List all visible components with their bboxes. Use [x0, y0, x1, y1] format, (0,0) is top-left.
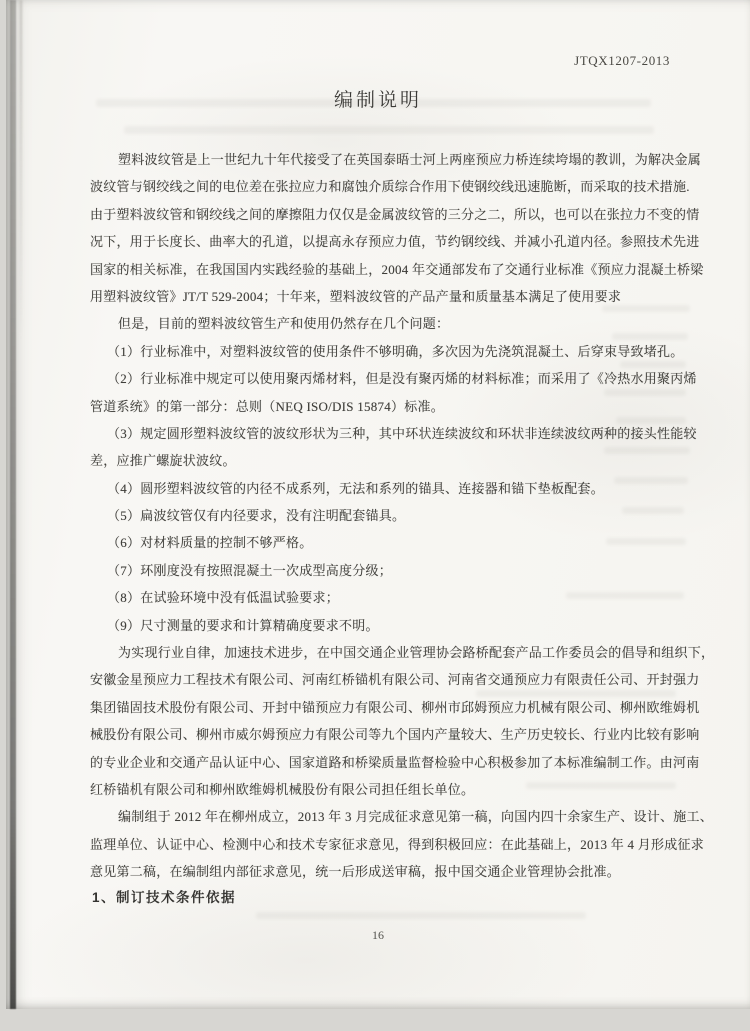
- text-line: （3）规定圆形塑料波纹管的波纹形状为三种，其中环状连续波纹和环状非连续波纹两种的接头性能较: [107, 425, 697, 441]
- text-line: 意见第二稿，在编制组内部征求意见，统一后形成送审稿，报中国交通企业管理协会批准。: [90, 864, 621, 880]
- text-line: 但是，目前的塑料波纹管生产和使用仍然存在几个问题：: [118, 316, 450, 332]
- text-line: （4）圆形塑料波纹管的内径不成系列，无法和系列的锚具、连接器和锚下垫板配套。: [107, 480, 605, 496]
- text-line: 塑料波纹管是上一世纪九十年代接受了在英国泰晤士河上两座预应力桥连续垮塌的教训，为解决金属: [118, 152, 702, 167]
- page-title: 编制说明: [333, 90, 422, 111]
- text-line: 波纹管与钢绞线之间的电位差在张拉应力和腐蚀介质综合作用下使钢绞线迅速脆断，而采取的技术措施.: [90, 179, 690, 195]
- body-text: [90, 146, 715, 886]
- text-line: 械股份有限公司、柳州市威尔姆预应力有限公司等九个国内产量较大、生产历史较长、行业内比较有影响: [90, 727, 700, 743]
- text-line: （2）行业标准中规定可以使用聚丙烯材料，但是没有聚丙烯的材料标准；而采用了《冷热水用聚丙烯: [107, 371, 697, 387]
- page-number: 16: [372, 928, 384, 942]
- text-line: （7）环刚度没有按照混凝土一次成型高度分级；: [107, 562, 393, 578]
- text-line: 由于塑料波纹管和钢绞线之间的摩擦阻力仅仅是金属波纹管的三分之二，所以，也可以在张拉力不变的情: [90, 206, 700, 222]
- text-line: 管道系统》的第一部分：总则（NEQ ISO/DIS 15874）标准。: [90, 398, 444, 414]
- text-line: （9）尺寸测量的要求和计算精确度要求不明。: [107, 617, 379, 633]
- text-line: （6）对材料质量的控制不够严格。: [107, 535, 313, 551]
- bleedthrough-mark: [124, 126, 654, 134]
- text-line: （8）在试验环境中没有低温试验要求；: [107, 590, 340, 606]
- text-line: 差，应推广螺旋状波纹。: [90, 453, 236, 469]
- document-page: [6, 0, 750, 1009]
- text-line: 监理单位、认证中心、检测中心和技术专家征求意见，得到积极回应：在此基础上，2013 年 4 月形成征求: [90, 836, 705, 852]
- document-number: JTQX1207-2013: [574, 53, 670, 68]
- text-line: 编制组于 2012 年在柳州成立，2013 年 3 月完成征求意见第一稿，向国内四十余家生产、设计、施工、: [118, 809, 714, 825]
- text-line: （1）行业标准中，对塑料波纹管的使用条件不够明确，多次因为先浇筑混凝土、后穿束导致堵孔。: [107, 343, 684, 359]
- text-line: 国家的相关标准，在我国国内实践经验的基础上，2004 年交通部发布了交通行业标准《预应力混凝土桥梁: [90, 261, 704, 277]
- text-line: 安徽金星预应力工程技术有限公司、河南红桥锚机有限公司、河南省交通预应力有限责任公司、开封强力: [90, 672, 700, 688]
- text-line: 况下，用于长度长、曲率大的孔道，以提高永存预应力值，节约钢绞线、并减小孔道内径。参照技术先进: [90, 234, 700, 250]
- bleedthrough-mark: [256, 912, 586, 919]
- text-line: （5）扁波纹管仅有内径要求，没有注明配套锚具。: [107, 508, 406, 524]
- page-fold-crease: [10, 0, 16, 1009]
- section-heading: 1、制订技术条件依据: [92, 890, 237, 905]
- page-fold-crease-secondary: [20, 0, 22, 340]
- text-line: 用塑料波纹管》JT/T 529-2004；十年来，塑料波纹管的产品产量和质量基本满足了使用要求: [90, 288, 622, 304]
- text-line: 为实现行业自律，加速技术进步，在中国交通企业管理协会路桥配套产品工作委员会的倡导和组织下，: [118, 645, 715, 661]
- text-line: 集团锚固技术股份有限公司、开封中锚预应力有限公司、柳州市邱姆预应力机械有限公司、柳州欧维姆机: [90, 699, 700, 715]
- text-line: 红桥锚机有限公司和柳州欧维姆机械股份有限公司担任组长单位。: [90, 781, 475, 797]
- text-line: 的专业企业和交通产品认证中心、国家道路和桥梁质量监督检验中心积极参加了本标准编制工作。由河南: [90, 754, 700, 770]
